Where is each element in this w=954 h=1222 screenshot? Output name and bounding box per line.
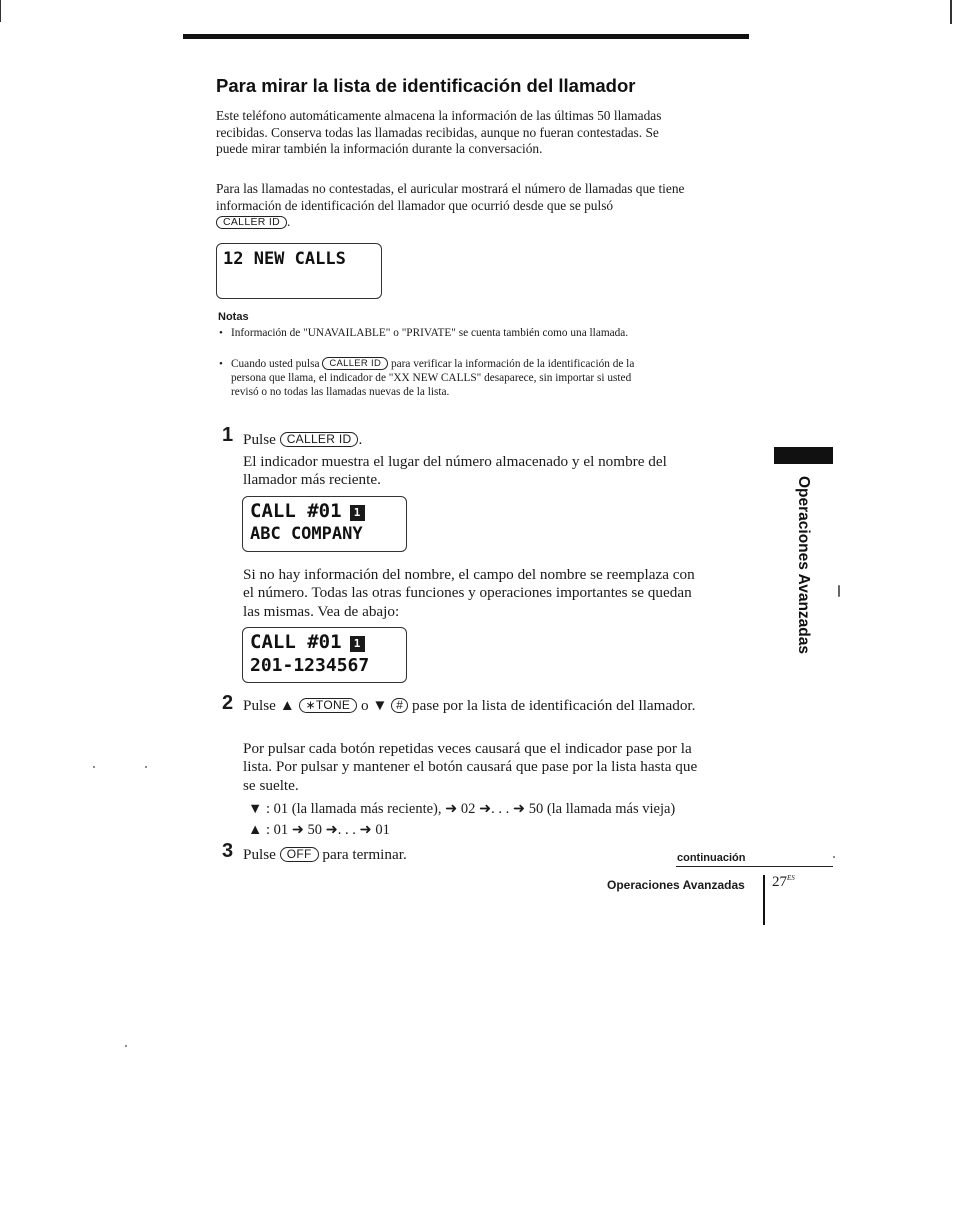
scan-speck [145, 766, 147, 768]
step-text: Pulse [243, 431, 276, 448]
step-1-description: El indicador muestra el lugar del número almacenado y el nombre del llamador más reciente. [243, 453, 667, 489]
step-number-3: 3 [222, 840, 234, 862]
continuation-label: continuación [677, 852, 746, 864]
caller-id-key: CALLER ID [280, 432, 359, 447]
section-heading: Para mirar la lista de identificación del llamador [216, 75, 636, 96]
step-text: Pulse ▲ [243, 697, 295, 714]
footer-section-name: Operaciones Avanzadas [607, 878, 745, 892]
step-2-instruction [243, 697, 703, 715]
scan-speck [838, 585, 840, 597]
caller-id-key: CALLER ID [216, 216, 287, 229]
note-item-1: Información de "UNAVAILABLE" o "PRIVATE" se cuenta también como una llamada. [231, 327, 629, 339]
page-language-code: ES [787, 874, 795, 882]
lcd-line-1 [250, 631, 365, 653]
hash-key: # [391, 698, 408, 713]
lcd-line-2: 201-1234567 [250, 655, 370, 676]
sequence-up: ▲ : 01 ➜ 50 ➜. . . ➜ 01 [248, 822, 390, 838]
note-item-2 [231, 357, 656, 400]
step-1-description-2: Si no hay información del nombre, el campo del nombre se reemplaza con el número. Todas las otras funciones y operaciones importantes se quedan las mismas. Vea de abajo: [243, 566, 695, 620]
step-number-1: 1 [222, 424, 234, 446]
page-number-value: 27 [772, 874, 787, 890]
scan-speck [833, 856, 835, 858]
crop-mark-right [950, 0, 952, 24]
step-text: o ▼ [361, 697, 388, 714]
unanswered-text: Para las llamadas no contestadas, el auricular mostrará el número de llamadas que tiene información de identificación del llamador que ocurrió desde que se pulsó [216, 181, 685, 213]
step-3-instruction [243, 846, 703, 864]
step-text: pase por la lista de identificación del llamador. [412, 697, 696, 714]
period: . [358, 431, 363, 448]
notes-title: Notas [218, 311, 249, 323]
step-number-2: 2 [222, 692, 234, 714]
sequence-down: ▼ : 01 (la llamada más reciente), ➜ 02 ➜. . . ➜ 50 (la llamada más vieja) [248, 801, 676, 817]
lcd-call-number: CALL #01 [250, 500, 342, 522]
scan-speck [93, 766, 95, 768]
step-1-instruction [243, 431, 703, 449]
lcd-line-2: ABC COMPANY [250, 524, 363, 544]
footer-divider [763, 875, 765, 925]
step-text: para terminar. [322, 846, 407, 863]
side-tab-marker [774, 447, 833, 464]
lcd-new-calls [216, 243, 382, 299]
note-text: Cuando usted pulsa [231, 358, 320, 370]
unanswered-paragraph [216, 181, 686, 231]
step-text: Pulse [243, 846, 276, 863]
lcd-indicator-icon: 1 [350, 505, 365, 521]
lcd-call-number [242, 627, 407, 683]
note-bullet: • [219, 327, 223, 339]
scan-speck [125, 1045, 127, 1047]
side-tab-label: Operaciones Avanzadas [795, 475, 812, 655]
tone-key: ∗TONE [299, 698, 358, 713]
lcd-call-name [242, 496, 407, 552]
lcd-indicator-icon: 1 [350, 636, 365, 652]
note-bullet: • [219, 358, 223, 370]
step-2-description: Por pulsar cada botón repetidas veces causará que el indicador pase por la lista. Por pulsar y mantener el botón causará que pase por la lista hasta que se suelte. [243, 740, 698, 794]
header-rule [183, 34, 749, 39]
continuation-rule [676, 866, 833, 867]
page-number [772, 874, 795, 891]
off-key: OFF [280, 847, 319, 862]
lcd-line-1: 12 NEW CALLS [223, 249, 346, 269]
lcd-line-1 [250, 500, 365, 522]
note-text: para verificar la información de la identificación de la persona que llama, el indicador de "XX NEW CALLS" desaparece, sin importar si usted revisó o no todas las llamadas nuevas de la lista. [231, 358, 635, 399]
caller-id-key: CALLER ID [322, 357, 388, 370]
intro-paragraph: Este teléfono automáticamente almacena la información de las últimas 50 llamadas recibidas. Conserva todas las llamadas recibidas, aunque no fueran contestadas. Se puede mirar también la información durante la conversación. [216, 108, 662, 157]
period: . [286, 214, 291, 230]
crop-mark-left [0, 0, 1, 22]
lcd-call-number: CALL #01 [250, 631, 342, 653]
